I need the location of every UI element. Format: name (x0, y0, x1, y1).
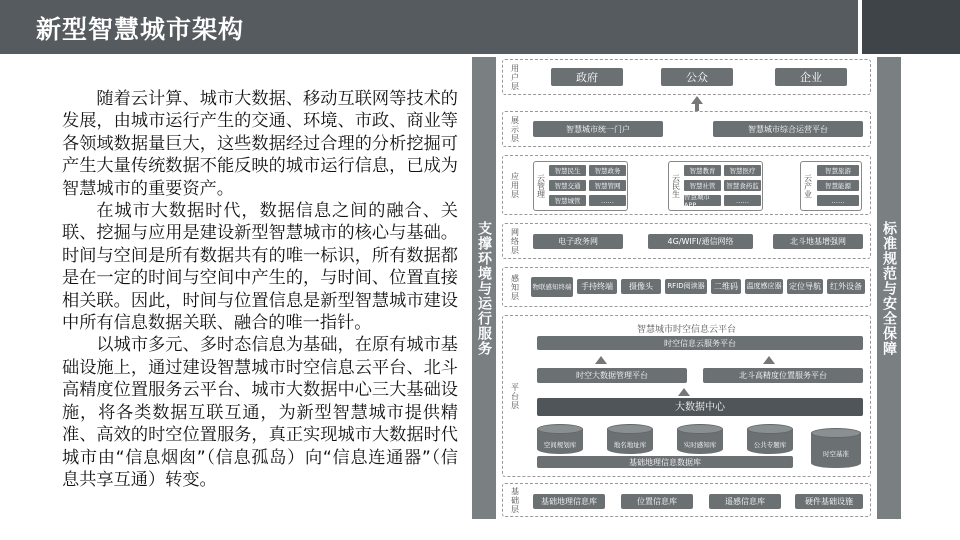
app-item: 智慧城管 (549, 195, 586, 206)
app-group-livelihood (668, 161, 763, 211)
app-item: 智慧医疗 (724, 165, 761, 176)
platform-layer (502, 315, 871, 477)
paragraph-3: 以城市多元、多时态信息为基础，在原有城市基础设施上，通过建设智慧城市时空信息云平台、北斗高精度位置服务云平台、城市大数据中心三大基础设施，将各类数据互联互通，为新型智慧城市提供精准、高效的时空位置服务，真正实现城市大数据时代城市由“信息烟囱”（信息孤岛）向“信息连通器”（信息共享互通）转变。 (62, 335, 458, 490)
app-group-management (533, 161, 628, 211)
app-layer-label: 应用层 (510, 171, 520, 199)
app-item: 智慧城市APP (684, 195, 721, 206)
network-item: 电子政务网 (533, 234, 623, 249)
foundation-item: 遥感信息库 (709, 494, 781, 509)
user-layer-label: 用户层 (510, 63, 520, 91)
title-bar (0, 0, 858, 54)
display-layer-label: 展示层 (510, 115, 520, 143)
sensing-item: 二维码 (711, 279, 741, 294)
sensing-item: 物联感知终端 (531, 277, 573, 297)
title-accent-block (862, 0, 960, 54)
group-label: 云民生 (671, 174, 681, 198)
app-item: 智慧政务 (589, 165, 626, 176)
sensing-layer-label: 感知层 (510, 273, 520, 301)
foundation-layer-label: 基础层 (510, 486, 520, 514)
sensing-item: RFID阅读器 (665, 279, 707, 294)
db-spatial-planning: 空间规划库 (537, 424, 583, 454)
foundation-item: 位置信息库 (621, 494, 693, 509)
app-item: 智慧社管 (684, 180, 721, 191)
app-item: 智慧食药监 (724, 180, 761, 191)
sensing-layer (502, 267, 871, 307)
network-layer (502, 223, 871, 259)
foundation-item: 硬件基础设施 (795, 494, 863, 509)
network-item: 北斗地基增强网 (773, 234, 863, 249)
foundation-layer (502, 483, 871, 517)
app-item: 智慧管网 (589, 180, 626, 191)
app-item: 智慧交通 (549, 180, 586, 191)
app-item: 智慧旅游 (817, 165, 859, 176)
user-public: 公众 (661, 68, 733, 86)
user-layer (502, 59, 871, 95)
big-data-center: 大数据中心 (537, 398, 863, 416)
app-item: …… (589, 195, 626, 206)
spatiotemporal-platform: 时空大数据管理平台 (537, 368, 687, 383)
user-enterprise: 企业 (775, 68, 847, 86)
app-item: 智慧能源 (817, 180, 859, 191)
page-title: 新型智慧城市架构 (36, 15, 245, 44)
base-geo-database: 基础地理信息数据库 (537, 456, 793, 468)
db-public-topic: 公共专题库 (747, 424, 793, 454)
sensing-item: 手持终端 (577, 279, 617, 294)
sensing-item: 温度感应器 (745, 279, 783, 294)
cloud-service-platform: 时空信息云服务平台 (537, 336, 863, 350)
display-layer (502, 111, 871, 147)
up-arrow-icon (678, 388, 690, 396)
up-arrow-icon (595, 356, 607, 364)
architecture-diagram (472, 57, 903, 519)
app-item: 智慧民生 (549, 165, 586, 176)
foundation-item: 基础地理信息库 (533, 494, 605, 509)
platform-layer-label: 平台层 (510, 382, 520, 410)
paragraph-2: 在城市大数据时代，数据信息之间的融合、关联、挖掘与应用是建设新型智慧城市的核心与基础。时间与空间是所有数据共有的唯一标识，所有数据都是在一定的时间与空间中产生的，与时间、位置直接相关联。因此，时间与位置信息是新型智慧城市建设中所有信息数据关联、融合的唯一指针。 (62, 201, 458, 334)
ops-platform-box: 智慧城市综合运营平台 (713, 121, 863, 137)
platform-title: 智慧城市时空信息云平台 (636, 325, 736, 335)
app-item: …… (817, 195, 859, 206)
beidou-platform: 北斗高精度位置服务平台 (703, 368, 863, 383)
user-government: 政府 (551, 68, 623, 86)
right-side-bar: 标准规范与安全保障 (877, 57, 901, 519)
sensing-item: 摄像头 (621, 279, 661, 294)
group-label: 云产业 (803, 174, 813, 198)
app-item: 智慧教育 (684, 165, 721, 176)
network-item: 4G/WIFI/通信网络 (648, 234, 753, 249)
db-spatiotemporal-datum: 时空基准 (811, 428, 861, 468)
sensing-item: 定位导航 (787, 279, 823, 294)
app-item: …… (724, 195, 761, 206)
db-place-address: 地名地址库 (607, 424, 653, 454)
sensing-item: 红外设备 (827, 279, 865, 294)
db-realtime-sensing: 实时感知库 (677, 424, 723, 454)
paragraph-1: 随着云计算、城市大数据、移动互联网等技术的发展，由城市运行产生的交通、环境、市政、商业等各领域数据量巨大，这些数据经过合理的分析挖掘可产生大量传统数据不能反映的城市运行信息，已成为智慧城市的重要资产。 (62, 89, 458, 199)
app-group-industry (800, 161, 862, 211)
arrow-stem (695, 103, 699, 111)
up-arrow-icon (691, 96, 703, 104)
body-text (62, 88, 458, 491)
network-layer-label: 网络层 (510, 227, 520, 255)
application-layer (502, 155, 871, 215)
left-side-bar: 支撑环境与运行服务 (472, 57, 496, 519)
up-arrow-icon (763, 356, 775, 364)
group-label: 云管理 (536, 174, 546, 198)
portal-box: 智慧城市统一门户 (533, 121, 663, 137)
